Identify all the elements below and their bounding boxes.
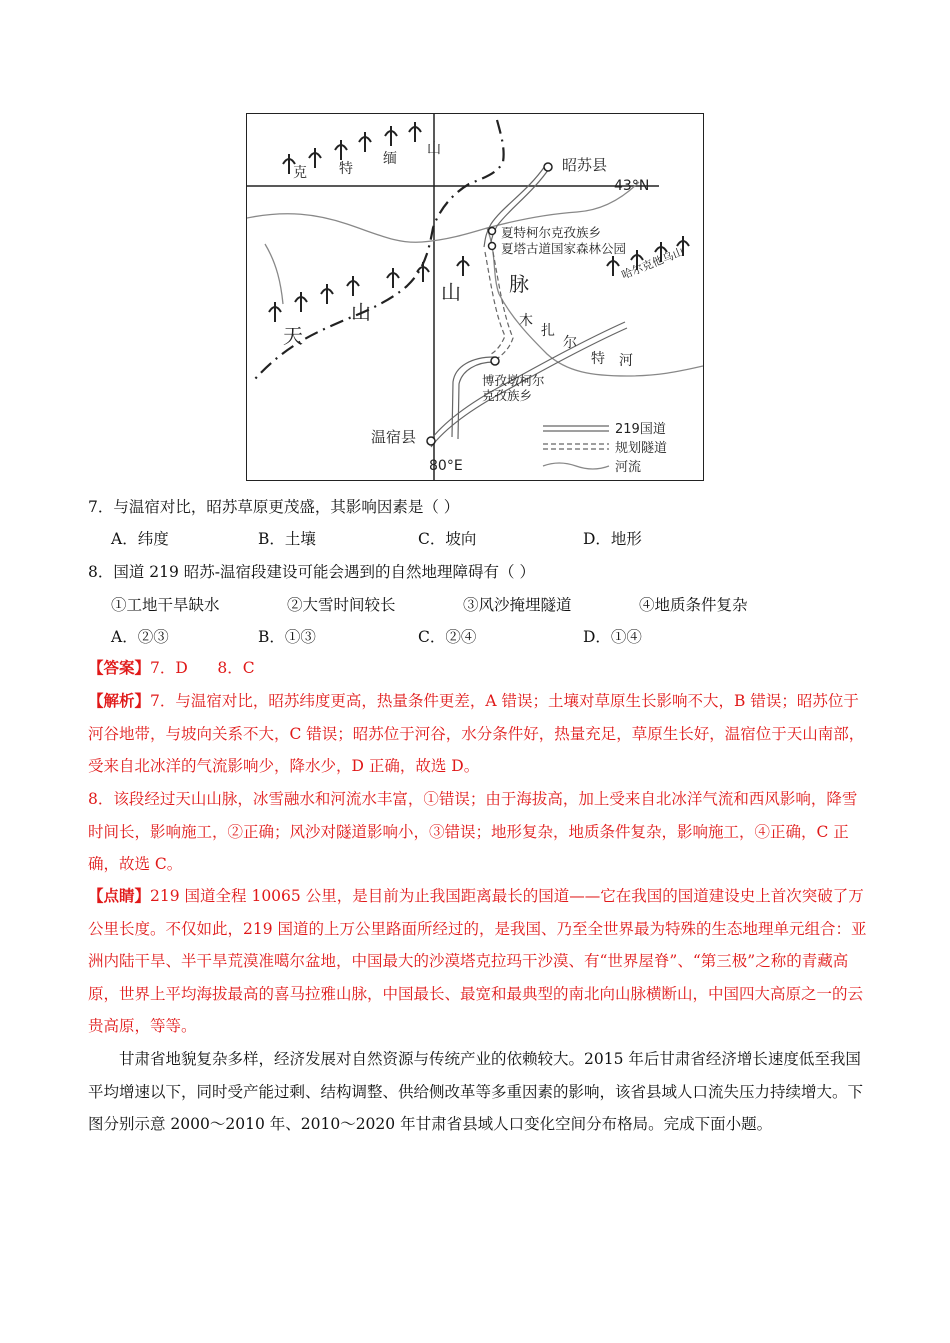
mountain-label-haerke: 哈尔克他乌山 bbox=[619, 245, 686, 282]
river-label-1: 木 bbox=[519, 313, 533, 329]
river-label-4: 特 bbox=[591, 351, 605, 367]
mountain-symbols bbox=[269, 122, 689, 322]
legend-river-label: 河流 bbox=[615, 460, 642, 475]
tip-tag: 【点睛】 bbox=[88, 886, 151, 905]
analysis-q8-text: 8．该段经过天山山脉，冰雪融水和河流水丰富，①错误；由于海拔高，加上受来自北冰洋气流和西风影响，降雪时间长，影响施工，②正确；风沙对隧道影响小，③错误；地形复杂，地质条件复杂，影响施工，④正确，C 正确，故选 C。 bbox=[88, 790, 858, 873]
river-label-5: 河 bbox=[619, 353, 633, 369]
map-figure bbox=[246, 113, 704, 481]
q7-option-d: D．地形 bbox=[583, 530, 642, 548]
place-bozi-line2: 克孜族乡 bbox=[482, 388, 533, 403]
analysis-q7 bbox=[88, 685, 868, 783]
mountain-label-mian: 缅 bbox=[383, 151, 397, 167]
place-xiata-park: 夏塔古道国家森林公园 bbox=[501, 241, 627, 256]
analysis-q8 bbox=[88, 783, 868, 881]
mountain-label-ke: 克 bbox=[293, 165, 307, 181]
q8-item-2: ②大雪时间较长 bbox=[287, 596, 396, 614]
place-wensu: 温宿县 bbox=[371, 428, 417, 446]
longitude-label: 80°E bbox=[429, 458, 463, 474]
mountain-label-te: 特 bbox=[339, 161, 353, 177]
place-bozi-line1: 博孜墩柯尔 bbox=[482, 373, 545, 388]
place-xiatekeerke: 夏特柯尔克孜族乡 bbox=[501, 225, 602, 240]
q8-item-1: ①工地干旱缺水 bbox=[111, 596, 220, 614]
q8-item-3: ③风沙掩埋隧道 bbox=[463, 596, 572, 614]
answer-tag: 【答案】 bbox=[88, 658, 151, 677]
legend-road-label: 219国道 bbox=[615, 422, 666, 437]
tianshan-label-mai: 脉 bbox=[509, 272, 529, 296]
q8-stem: 8．国道 219 昭苏-温宿段建设可能会遇到的自然地理障碍有（ ） bbox=[88, 563, 535, 581]
rivers bbox=[247, 182, 703, 376]
latitude-label: 43°N bbox=[614, 178, 650, 194]
q8-option-c: C．②④ bbox=[418, 628, 477, 646]
q8-option-b: B．①③ bbox=[258, 628, 316, 646]
analysis-tag: 【解析】 bbox=[88, 691, 151, 710]
tianshan-label-tian: 天 bbox=[283, 324, 303, 348]
q7-option-c: C．坡向 bbox=[418, 530, 477, 548]
river-label-3: 尔 bbox=[563, 335, 577, 351]
legend-symbols bbox=[543, 426, 609, 469]
tianshan-label-shan2: 山 bbox=[441, 280, 461, 304]
q8-option-a: A．②③ bbox=[111, 628, 169, 646]
tip-text: 219 国道全程 10065 公里，是目前为止我国距离最长的国道——它在我国的国道建设史上首次突破了万公里长度。不仅如此，219 国道的上万公里路面所经过的，是我国、乃至全世界最为特殊的生态地理单元组合：亚洲内陆干旱、半干旱荒漠准噶尔盆地，中国最大的沙漠塔克拉玛干沙漠、有“世界屋脊”、“第三极”之称的青藏高原，世界上平均海拔最高的喜马拉雅山脉，中国最长、最宽和最典型的南北向山脉横断山，中国四大高原之一的云贵高原，等等。 bbox=[88, 887, 867, 1035]
tianshan-label-shan: 山 bbox=[351, 300, 371, 324]
q8-option-d: D．①④ bbox=[583, 628, 642, 646]
q7-stem: 7．与温宿对比，昭苏草原更茂盛，其影响因素是（ ） bbox=[88, 498, 460, 516]
answer-block bbox=[88, 652, 868, 685]
mountain-label-shan: 山 bbox=[427, 141, 441, 157]
gansu-intro-paragraph: 甘肃省地貌复杂多样，经济发展对自然资源与传统产业的依赖较大。2015 年后甘肃省经济增长速度低至我国平均增速以下，同时受产能过剩、结构调整、供给侧改革等多重因素的影响，该省县域人口流失压力持续增大。下图分别示意 2000～2010 年、2010～2020 年甘肃省县域人口变化空间分布格局。完成下面小题。 bbox=[88, 1050, 864, 1133]
river-label-2: 扎 bbox=[541, 323, 555, 339]
answer-text: 7．D 8．C bbox=[150, 659, 255, 677]
q7-option-a: A．纬度 bbox=[111, 530, 169, 548]
analysis-q7-text: 7．与温宿对比，昭苏纬度更高，热量条件更差，A 错误；土壤对草原生长影响不大，B 错误；昭苏位于河谷地带，与坡向关系不大，C 错误；昭苏位于河谷，水分条件好，热量充足，草原生长好，温宿位于天山南部，受来自北冰洋的气流影响少，降水少，D 正确，故选 D。 bbox=[88, 692, 865, 775]
q7-option-b: B．土壤 bbox=[258, 530, 316, 548]
legend-tunnel-label: 规划隧道 bbox=[615, 441, 668, 456]
q8-item-4: ④地质条件复杂 bbox=[639, 596, 748, 614]
tip-block bbox=[88, 880, 868, 1043]
place-zhaosu: 昭苏县 bbox=[562, 156, 608, 174]
